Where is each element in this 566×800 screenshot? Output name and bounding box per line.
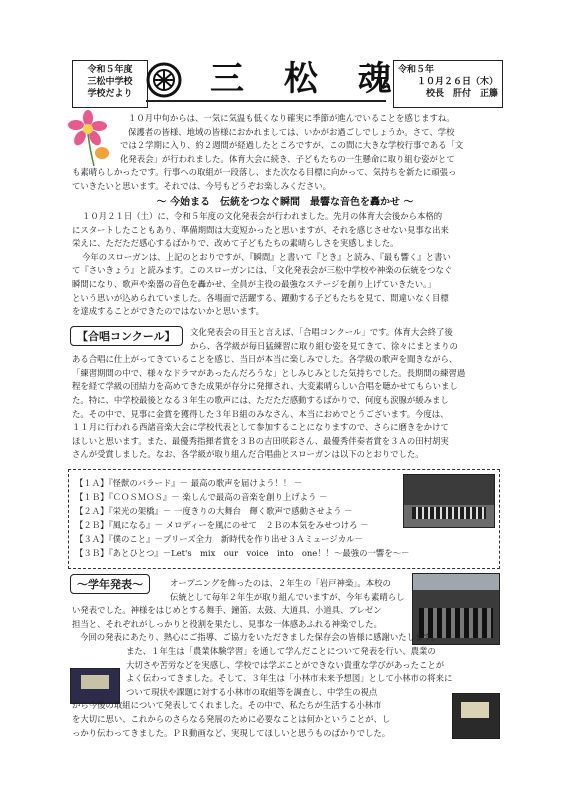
issue-label-line: 三松中学校 [87, 77, 133, 87]
chorus-paragraph [72, 326, 498, 462]
grade-line: っかり伝わってきました。ＰＲ動画など、実現してほしいと思うものばかりでした。 [72, 727, 391, 738]
song-item: 【１Ａ】『怪獣のバラード』－ 最高の歌声を届けよう！！ － [75, 478, 303, 488]
festival-paragraph [72, 210, 498, 319]
song-list-box [68, 469, 500, 569]
intro-line: 保護者の皆様、地域の皆様におかれましては、いかがお過ごしでしょうか。さて、学校 [128, 126, 455, 137]
chorus-line: から、各学級が毎日猛練習に取り組む姿を見てきて、徐々にまとまりの [190, 340, 458, 351]
principal-name: 校長 肝付 正籐 [425, 89, 498, 99]
intro-line: も素晴らしかったです。行事への取組が一段落し、また次なる目標に向かって、気持ちを新たに頑張っ [72, 167, 457, 178]
festival-line: 栄えに、ただただ感心するばかりで、改めて子どもたちの素晴らしさを実感しました。 [72, 238, 399, 249]
chorus-line: 程を経て学級の団結力を高めてきた成果が存分に発揮され、大変素晴らしい合唱を聴かせてもらいまし [72, 381, 458, 392]
song-item: 【１Ｂ】『ＣＯＳＭＯＳ』－ 楽しんで最高の音楽を創り上げよう － [75, 492, 328, 502]
festival-line: １０月２１日（土）に、令和５年度の文化発表会が行われました。先月の体育大会後から本格的 [82, 211, 443, 221]
school-emblem-icon [146, 62, 182, 98]
grade-line: ついて現状や課題に対する小林市の取組等を調査し、中学生の視点 [126, 686, 378, 697]
issue-label-box [72, 60, 148, 108]
chorus-line: 「練習期間の中で、様々なドラマがあったんだろうな」としみじみとした気持ちでした。長期間の練習過 [72, 367, 466, 378]
festival-line: を達成することができたのではないかと思います。 [72, 306, 264, 317]
chorus-line: た。その中で、見事に金賞を獲得した３年Ｂ組のみなさん、本当におめでとうございます。今度は、 [72, 408, 449, 419]
chorus-line: ある合唱に仕上がってきていることを感じ、当日が本当に楽しみでした。各学級の歌声を聞きながら、 [72, 354, 458, 365]
issue-year: 令和５年 [398, 65, 435, 75]
issue-date: １０月２６日（木） [416, 77, 498, 87]
intro-paragraph [72, 112, 498, 194]
grade-line: 担当と、それぞれがしっかりと役割を果たし、見事な一体感あふれる神楽でした。 [72, 618, 382, 629]
song-list [75, 476, 410, 560]
festival-line: て『さいきょう』と読みます。このスローガンには、「文化発表会が三松中学校や神楽の伝統をつなぐ [72, 265, 453, 276]
song-item: 【２Ｂ】『風になる』－ メロディーを風にのせて ２Ｂの本気をみせつけろ － [75, 520, 369, 530]
festival-line: 今年のスローガンは、上記のとおりですが、『瞬間』と書いて『とき』と読み、『最も響く』と書い [82, 251, 451, 262]
grade-line: 今回の発表にあたり、熱心にご指導、ご協力をいただきました保存会の皆様に感謝いたします。 [80, 632, 440, 643]
grade-line: また、１年生は「農業体験学習」を通して学んだことについて発表を行い、農業の [126, 645, 436, 656]
festival-line: という思いが込められていました。各場面で活躍する、躍動する子どもたちを見て、間違いなく目標 [72, 292, 449, 303]
festival-slogan: ～ 今始まる 伝統をつなぐ瞬間 最響な音色を轟かせ ～ [156, 197, 414, 208]
chorus-line: さんが受賞しました。なお、各学級が取り組んだ合唱曲とスローガンは以下のとおりでした。 [72, 449, 424, 460]
issue-label-line: 学校だより [87, 89, 133, 99]
chorus-line: ほしいと思います。また、最優秀指揮者賞を３Ｂの吉田咲彩さん、最優秀伴奏者賞を３Ａの田村胡実 [72, 435, 449, 446]
grade-line: を大切に思い、これからのさらなる発展のために必要なことは何かということが、し [72, 713, 391, 724]
intro-line: 化発表会」が行われました。体育大会に続き、子どもたちの一生懸命に取り組む姿がとて [120, 153, 455, 164]
intro-line: では２学期に入り、約２週間が経過したところですが、この間に大きな学校行事である「文 [120, 140, 464, 151]
festival-line: 瞬間になり、歌声や楽器の音色を轟かせ、全員が主役の最強なステージを創り上げていきたい。」 [72, 278, 436, 289]
grade-section-tag: ～学年発表～ [70, 574, 150, 594]
flower-illustration-icon [68, 110, 112, 168]
intro-line: １０月中旬からは、一気に気温も低くなり確実に季節が進んでいることを感じますね。 [128, 113, 455, 123]
grade-line: オープニングを飾ったのは、２年生の「岩戸神楽」。本校の [170, 578, 391, 588]
grade-line: から今後の取組について発表してくれました。その中で、私たちが生活する小林市 [72, 700, 382, 711]
festival-line: にスタートしたこともあり、準備期間は大変短かったと思いますが、それを感じさせない見事な出来 [72, 224, 449, 235]
chorus-photo [403, 474, 495, 528]
song-item: 【２Ａ】『栄光の架橋』－ 一度きりの大舞台 輝く歌声で感動させよう － [75, 506, 353, 516]
grade-line: 大切さや苦労などを実感し、学校では学ぶことができない貴重な学びがあったことが [126, 659, 445, 670]
grade-line: い発表でした。神様をはじめとする舞手、鐘笛、太鼓、大道具、小道具、プレゼン [72, 605, 382, 616]
grade-line: よく伝わってきました。そして、３年生は「小林市未来予想図」として小林市の将来に [126, 673, 453, 684]
chorus-line: １１月に行われる西諸音楽大会に学校代表として参加することになりますので、さらに磨きをかけて [72, 422, 449, 433]
date-box [393, 60, 503, 108]
song-item: 【３Ｂ】『あとひとつ』－Let's mix our voice into one！！～最強の一響を～－ [75, 548, 410, 558]
issue-label-line: 令和５年度 [87, 65, 133, 75]
grade-paragraph [72, 577, 498, 740]
song-item: 【３Ａ】『僕のこと』－ブリーズ全力 新時代を作り出せ３Ａミュージカル－ [75, 534, 363, 544]
title-underline [146, 100, 386, 102]
newsletter-title: 三 松 魂 [210, 59, 406, 99]
chorus-line: た。特に、中学校最後となる３年生の歌声には、ただただ感動するばかりで、何度も涙腺が緩みまし [72, 394, 449, 405]
chorus-section-tag: 【合唱コンクール】 [70, 326, 183, 346]
intro-line: ていきたいと思います。それでは、今号もどうぞお楽しみください。 [72, 180, 331, 191]
chorus-line: 文化発表会の目玉と言えば、「合唱コンクール」です。体育大会終了後 [190, 327, 453, 337]
grade-line: 伝統として毎年２年生が取り組んでいますが、今年も素晴らし [170, 591, 405, 602]
